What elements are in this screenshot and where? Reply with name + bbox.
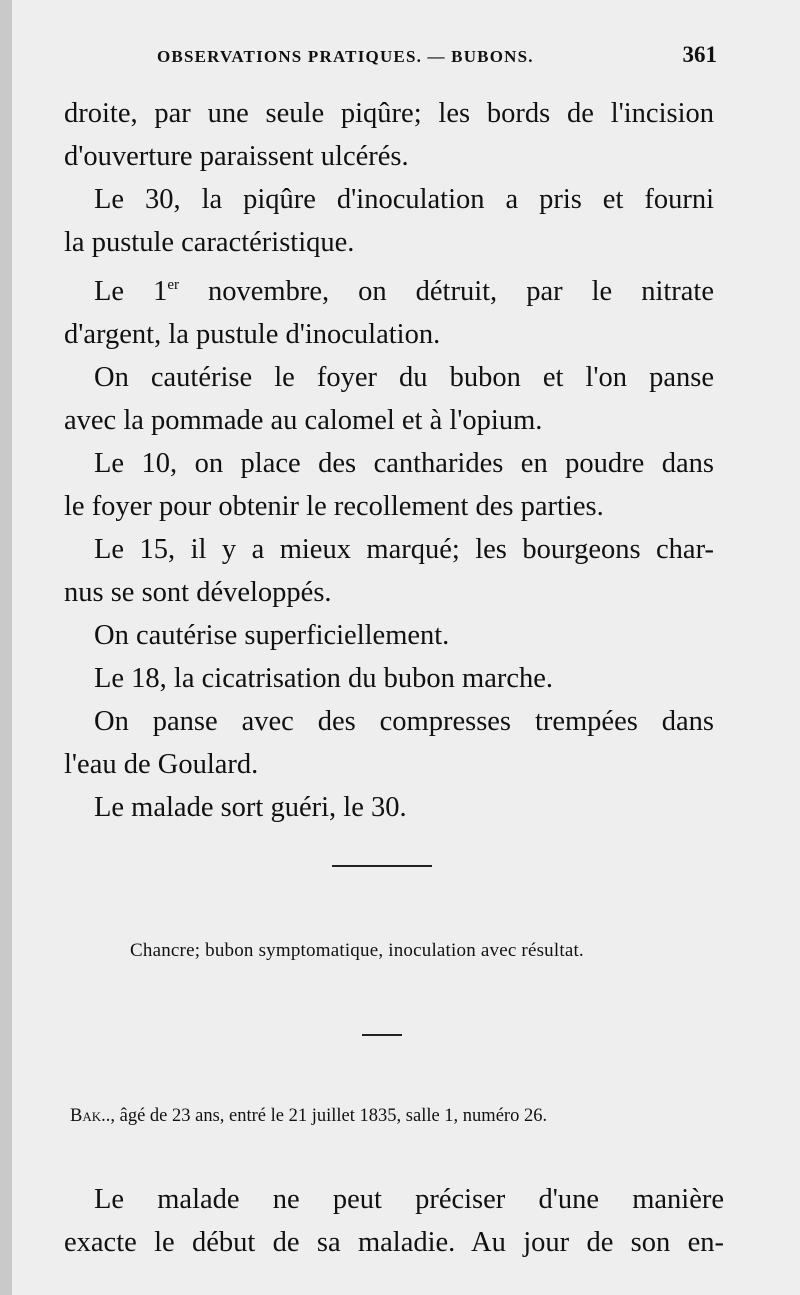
text-line: Le 15, il y a mieux marqué; les bourgeons char- [94,534,714,565]
text-line: Le 30, la piqûre d'inoculation a pris et fourni [94,184,714,215]
patient-name: Bak.. [70,1106,111,1126]
patient-line [70,1106,735,1127]
text-line: Le malade sort guéri, le 30. [94,792,407,823]
text-line: On cautérise le foyer du bubon et l'on panse [94,362,714,393]
text-line: exacte le début de sa maladie. Au jour de son en- [64,1227,724,1258]
text-line: la pustule caractéristique. [64,227,355,258]
page-number: 361 [682,42,717,67]
text-fragment: Le 1 [94,276,168,307]
patient-details: , âgé de 23 ans, entré le 21 juillet 1835, salle 1, numéro 26. [110,1106,548,1126]
short-rule [362,1034,402,1036]
text-line: l'eau de Goulard. [64,749,259,780]
text-line: le foyer pour obtenir le recollement des parties. [64,491,604,522]
final-paragraph [64,1178,724,1264]
text-fragment: novembre, on détruit, par le nitrate [179,276,715,307]
text-line: d'argent, la pustule d'inoculation. [64,319,441,350]
text-line: Le 18, la cicatrisation du bubon marche. [94,663,554,694]
text-line: droite, par une seule piqûre; les bords de l'incision [64,98,714,129]
text-line: avec la pommade au calomel et à l'opium. [64,405,543,436]
text-line: Le 10, on place des cantharides en poudre dans [94,448,714,479]
text-line [64,264,714,313]
patient-info [70,1106,547,1127]
text-line: d'ouverture paraissent ulcérés. [64,141,409,172]
text-line: On panse avec des compresses trempées dans [94,706,714,737]
case-caption: Chancre; bubon symptomatique, inoculation avec résultat. [130,940,584,961]
running-head: OBSERVATIONS PRATIQUES. — BUBONS. [157,47,534,66]
page-header [157,42,717,68]
body-text [64,92,714,829]
text-line: nus se sont développés. [64,577,332,608]
section-rule [332,865,432,867]
superscript: er [167,277,179,293]
text-line: On cautérise superficiellement. [94,620,450,651]
text-line: Le malade ne peut préciser d'une manière [94,1184,724,1215]
